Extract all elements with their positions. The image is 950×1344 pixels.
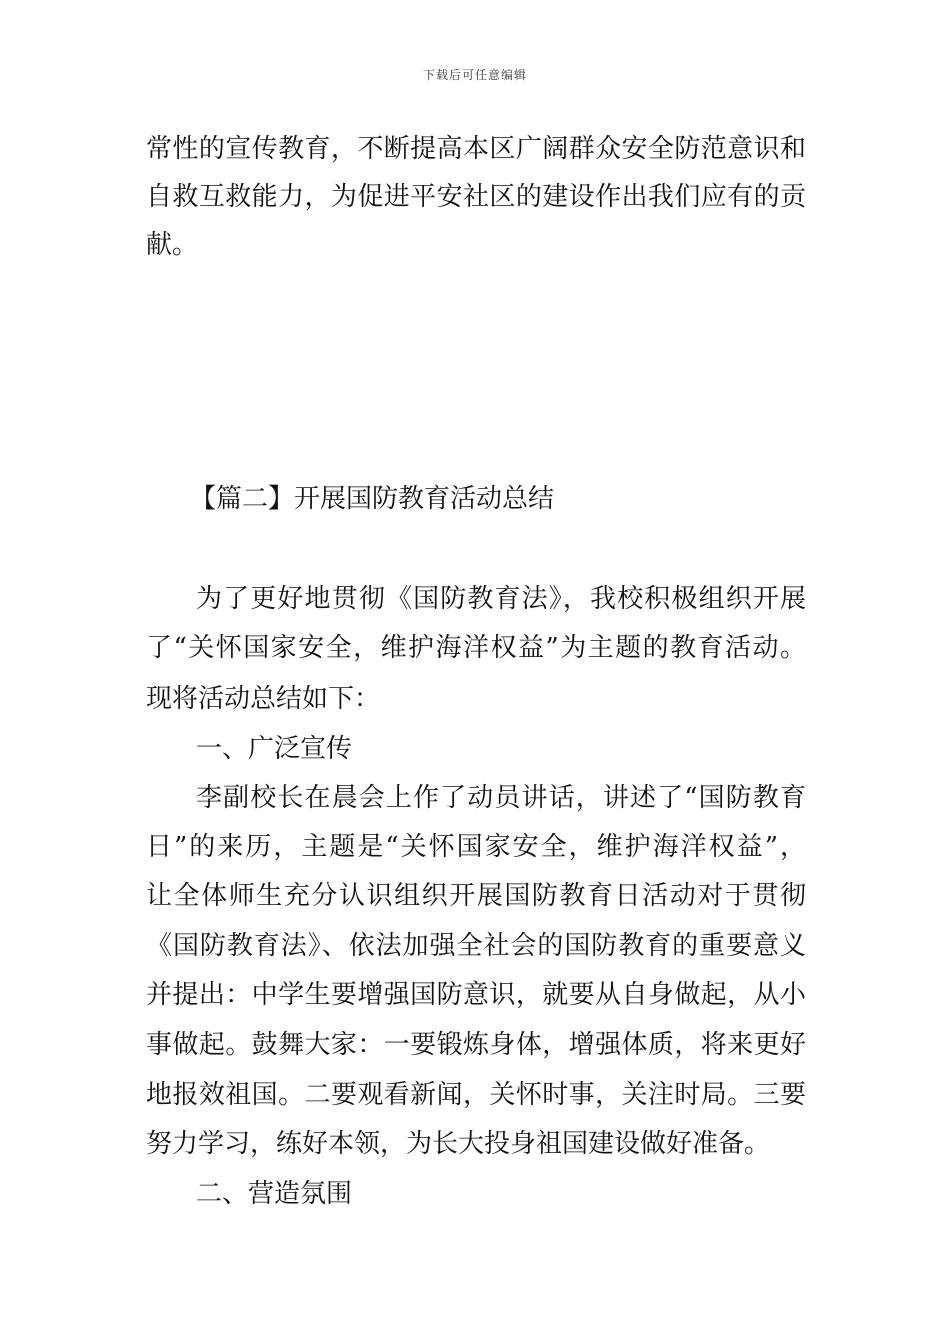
section-title: 【篇二】开展国防教育活动总结: [190, 484, 555, 514]
subheading: 二、营造氛围: [196, 1179, 353, 1209]
intro-line: 献。: [146, 230, 199, 260]
paragraph-line: 为了更好地贯彻《国防教育法》，我校积极组织开展: [196, 584, 806, 614]
paragraph-line: 让全体师生充分认识组织开展国防教育日活动对于贯彻: [146, 881, 806, 911]
paragraph-line: 事做起。鼓舞大家：一要锻炼身体，增强体质，将来更好: [146, 1030, 806, 1060]
paragraph-line: 了“关怀国家安全，维护海洋权益”为主题的教育活动。: [146, 633, 806, 663]
header-note: 下载后可任意编辑: [422, 68, 527, 82]
paragraph-line: 日”的来历，主题是“关怀国家安全，维护海洋权益”，: [146, 832, 806, 862]
intro-line: 常性的宣传教育，不断提高本区广阔群众安全防范意识和: [146, 134, 806, 164]
paragraph-line: 地报效祖国。二要观看新闻，关怀时事，关注时局。三要: [146, 1080, 806, 1110]
paragraph-line: 并提出：中学生要增强国防意识，就要从自身做起，从小: [146, 980, 806, 1010]
intro-line: 自救互救能力，为促进平安社区的建设作出我们应有的贡: [146, 182, 806, 212]
paragraph-line: 努力学习，练好本领，为长大投身祖国建设做好准备。: [146, 1129, 771, 1159]
paragraph-line: 现将活动总结如下：: [146, 684, 381, 714]
paragraph-line: 《国防教育法》、依法加强全社会的国防教育的重要意义: [146, 931, 806, 961]
subheading: 一、广泛宣传: [196, 734, 353, 764]
paragraph-line: 李副校长在晨会上作了动员讲话，讲述了“国防教育: [196, 783, 806, 813]
